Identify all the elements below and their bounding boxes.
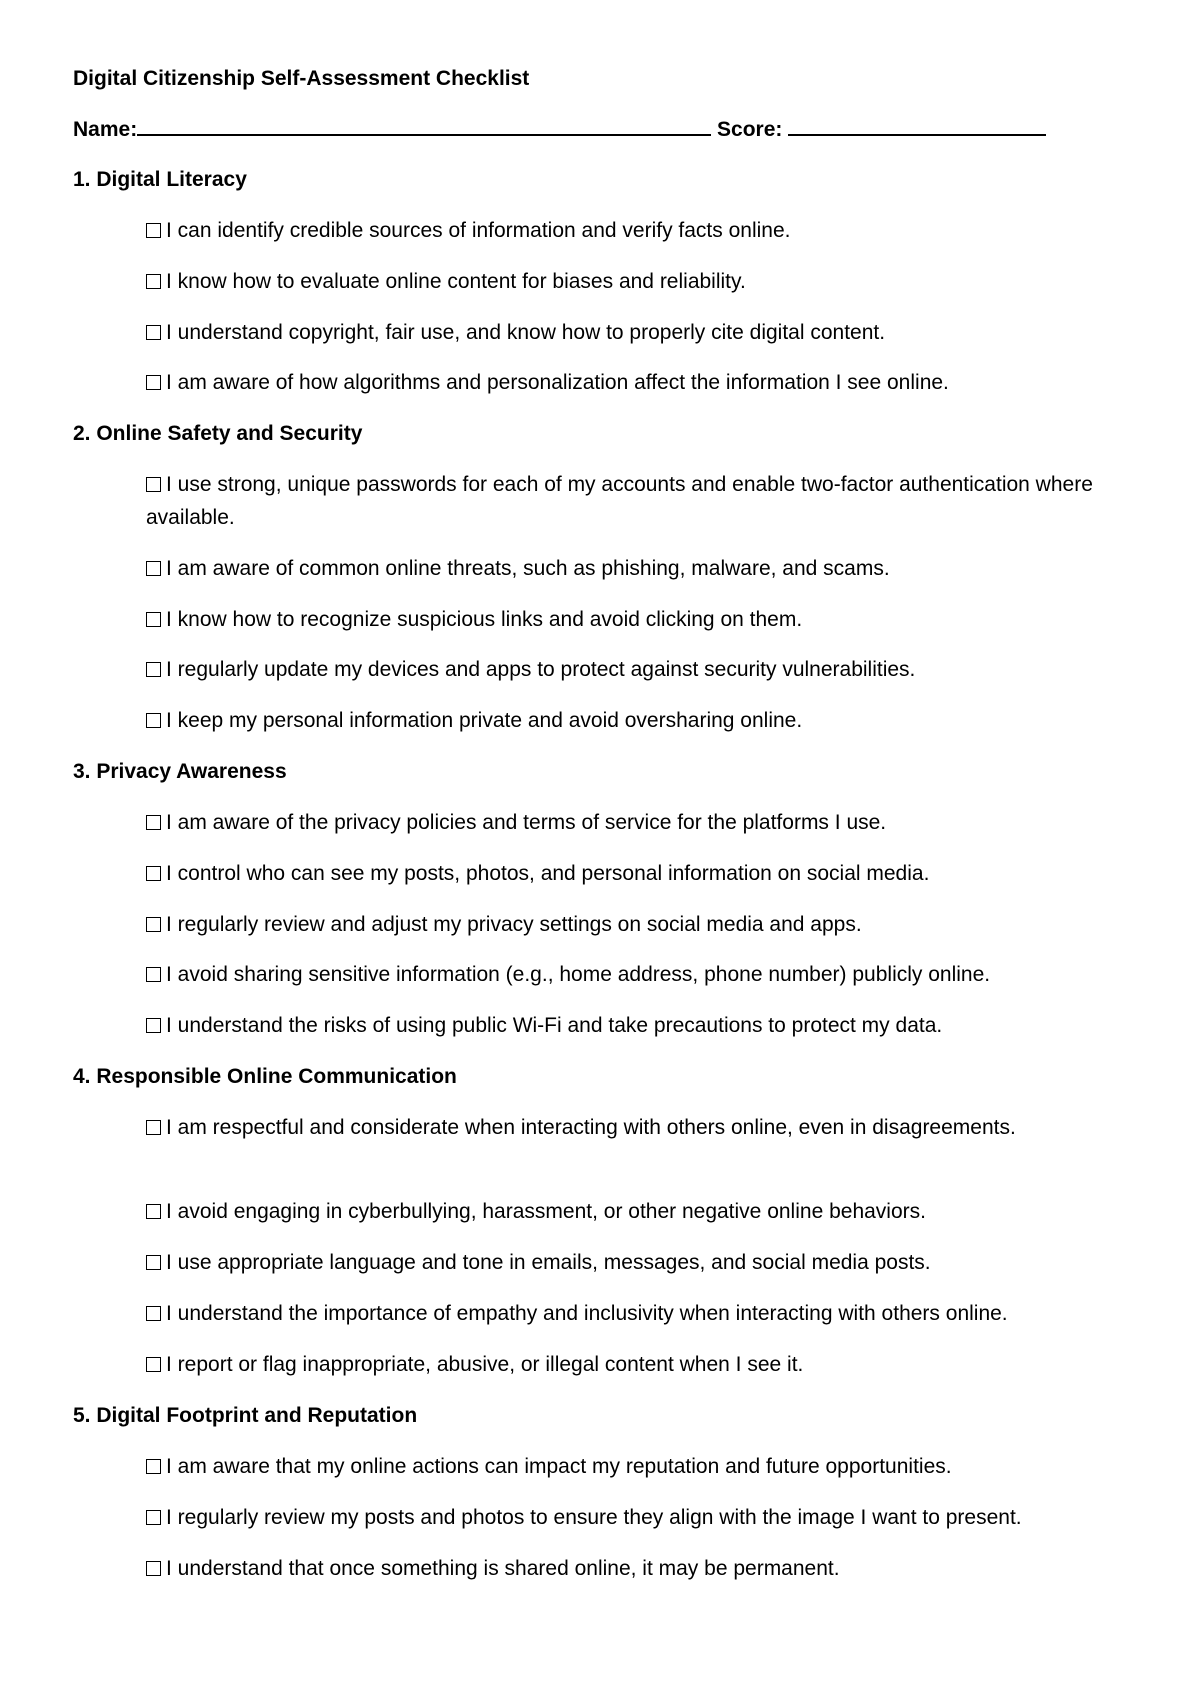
checkbox[interactable] bbox=[146, 274, 161, 289]
checkbox[interactable] bbox=[146, 561, 161, 576]
checklist-item-text: I know how to recognize suspicious links and avoid clicking on them. bbox=[166, 608, 803, 631]
checkbox[interactable] bbox=[146, 662, 161, 677]
name-score-row bbox=[73, 113, 1046, 146]
checklist-item-text: I understand copyright, fair use, and know how to properly cite digital content. bbox=[166, 321, 886, 344]
checklist-item-text: I regularly update my devices and apps to protect against security vulnerabilities. bbox=[166, 658, 916, 681]
checklist-item-text: I use appropriate language and tone in emails, messages, and social media posts. bbox=[166, 1251, 931, 1274]
checklist-item-text: I am respectful and considerate when interacting with others online, even in disagreements. bbox=[166, 1116, 1016, 1139]
checkbox[interactable] bbox=[146, 1357, 161, 1372]
score-label: Score: bbox=[717, 118, 783, 141]
checkbox[interactable] bbox=[146, 1510, 161, 1525]
checkbox[interactable] bbox=[146, 866, 161, 881]
checklist-item bbox=[146, 468, 1126, 534]
section-heading-digital-literacy: 1. Digital Literacy bbox=[73, 168, 247, 191]
checklist-item-text: I can identify credible sources of information and verify facts online. bbox=[166, 219, 791, 242]
section-heading-responsible-communication: 4. Responsible Online Communication bbox=[73, 1065, 457, 1088]
checkbox[interactable] bbox=[146, 1306, 161, 1321]
checklist-item bbox=[146, 908, 1126, 941]
section-heading-digital-footprint: 5. Digital Footprint and Reputation bbox=[73, 1404, 418, 1427]
checkbox[interactable] bbox=[146, 477, 161, 492]
checklist-item bbox=[146, 653, 1126, 686]
checklist-item bbox=[146, 857, 1126, 890]
checklist-item bbox=[146, 1552, 1126, 1585]
checklist-item bbox=[146, 552, 1126, 585]
checklist-item-text: I control who can see my posts, photos, and personal information on social media. bbox=[166, 862, 930, 885]
checklist-item-text: I use strong, unique passwords for each of my accounts and enable two-factor authentication where available. bbox=[146, 473, 1093, 529]
checkbox[interactable] bbox=[146, 1255, 161, 1270]
checklist-item bbox=[146, 214, 1126, 247]
checkbox[interactable] bbox=[146, 1561, 161, 1576]
checklist-item bbox=[146, 1195, 1126, 1228]
checkbox[interactable] bbox=[146, 1204, 161, 1219]
checklist-item-text: I am aware of common online threats, such as phishing, malware, and scams. bbox=[166, 557, 890, 580]
checklist-item bbox=[146, 603, 1126, 636]
checklist-item-text: I am aware of how algorithms and personalization affect the information I see online. bbox=[166, 371, 949, 394]
checklist-item-text: I avoid sharing sensitive information (e.g., home address, phone number) publicly online. bbox=[166, 963, 991, 986]
section-heading-privacy-awareness: 3. Privacy Awareness bbox=[73, 760, 287, 783]
checkbox[interactable] bbox=[146, 612, 161, 627]
checklist-item-text: I report or flag inappropriate, abusive, or illegal content when I see it. bbox=[166, 1353, 804, 1376]
checklist-item-text: I understand the importance of empathy and inclusivity when interacting with others online. bbox=[166, 1302, 1008, 1325]
checkbox[interactable] bbox=[146, 223, 161, 238]
checklist-item-text: I am aware of the privacy policies and terms of service for the platforms I use. bbox=[166, 811, 887, 834]
checklist-item-text: I understand that once something is shared online, it may be permanent. bbox=[166, 1557, 840, 1580]
checkbox[interactable] bbox=[146, 1459, 161, 1474]
checklist-item bbox=[146, 1450, 1126, 1483]
checkbox[interactable] bbox=[146, 1120, 161, 1135]
checklist-item-text: I understand the risks of using public Wi-Fi and take precautions to protect my data. bbox=[166, 1014, 943, 1037]
checklist-item bbox=[146, 1111, 1126, 1144]
checklist-item-text: I am aware that my online actions can impact my reputation and future opportunities. bbox=[166, 1455, 952, 1478]
checklist-item bbox=[146, 1246, 1126, 1279]
checklist-item bbox=[146, 958, 1126, 991]
name-label: Name: bbox=[73, 118, 138, 141]
checklist-item bbox=[146, 366, 1126, 399]
checklist-item bbox=[146, 265, 1126, 298]
checklist-item bbox=[146, 1009, 1126, 1042]
section-heading-online-safety: 2. Online Safety and Security bbox=[73, 422, 363, 445]
checkbox[interactable] bbox=[146, 917, 161, 932]
document-title: Digital Citizenship Self-Assessment Checklist bbox=[73, 67, 530, 90]
checklist-item bbox=[146, 806, 1126, 839]
score-field[interactable] bbox=[788, 114, 1046, 136]
checklist-item-text: I know how to evaluate online content for biases and reliability. bbox=[166, 270, 746, 293]
checklist-item bbox=[146, 316, 1126, 349]
checklist-item-text: I regularly review and adjust my privacy settings on social media and apps. bbox=[166, 913, 862, 936]
checkbox[interactable] bbox=[146, 325, 161, 340]
checkbox[interactable] bbox=[146, 713, 161, 728]
checklist-item bbox=[146, 1348, 1126, 1381]
checkbox[interactable] bbox=[146, 375, 161, 390]
name-field[interactable] bbox=[137, 114, 711, 136]
checkbox[interactable] bbox=[146, 1018, 161, 1033]
checklist-item-text: I regularly review my posts and photos to ensure they align with the image I want to present. bbox=[166, 1506, 1022, 1529]
checkbox[interactable] bbox=[146, 967, 161, 982]
checkbox[interactable] bbox=[146, 815, 161, 830]
checklist-item bbox=[146, 1297, 1126, 1330]
checklist-item bbox=[146, 1501, 1126, 1534]
checklist-item-text: I keep my personal information private and avoid oversharing online. bbox=[166, 709, 803, 732]
checklist-item bbox=[146, 704, 1126, 737]
checklist-item-text: I avoid engaging in cyberbullying, harassment, or other negative online behaviors. bbox=[166, 1200, 926, 1223]
